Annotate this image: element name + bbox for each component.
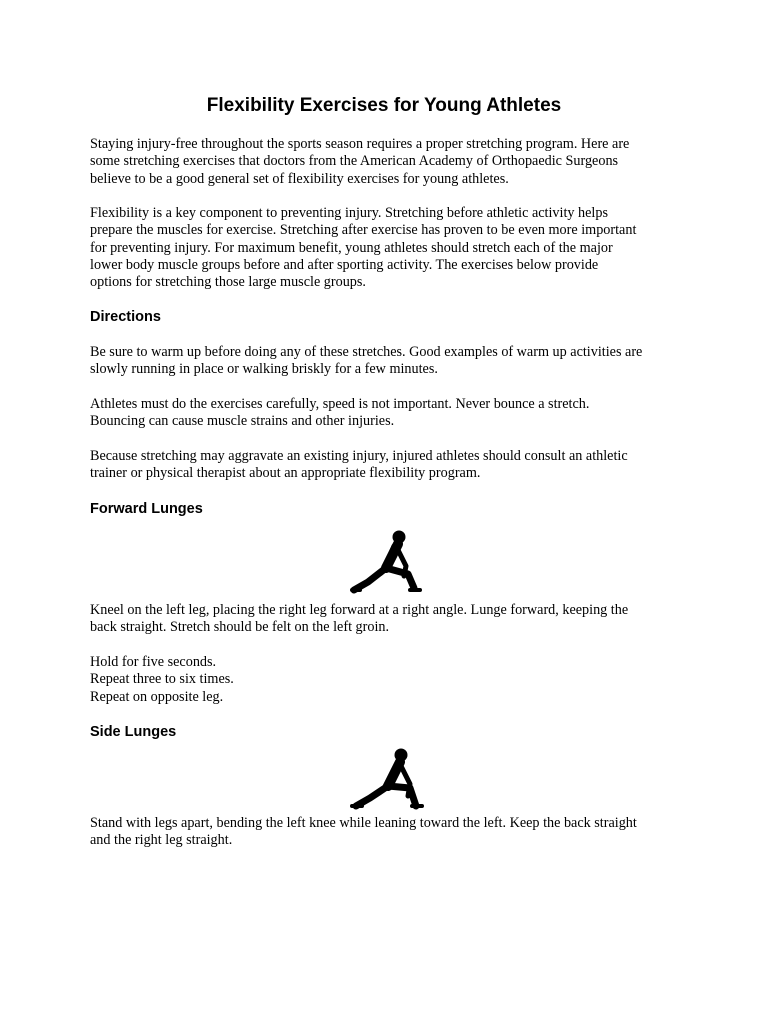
careful-line: Athletes must do the exercises carefully, speed is not important. Never bounce a stretch. — [90, 396, 590, 412]
reps-line: Repeat on opposite leg. — [90, 688, 224, 705]
intro-line: some stretching exercises that doctors from the American Academy of Orthopaedic Surgeons — [90, 153, 619, 170]
forward-lunges-heading: Forward Lunges — [90, 501, 203, 517]
forward-lunges-line: Kneel on the left leg, placing the right leg forward at a right angle. Lunge forward, keeping the — [90, 602, 629, 618]
forward-lunges-line: back straight. Stretch should be felt on the left groin. — [90, 619, 390, 636]
injury-line: Because stretching may aggravate an existing injury, injured athletes should consult an athletic — [90, 448, 628, 464]
directions-heading: Directions — [90, 309, 161, 325]
flexibility-line: prepare the muscles for exercise. Stretching after exercise has proven to be even more important — [90, 222, 637, 239]
injury-line: trainer or physical therapist about an appropriate flexibility program. — [90, 465, 481, 482]
flexibility-line: Flexibility is a key component to preventing injury. Stretching before athletic activity helps — [90, 205, 608, 221]
side-lunges-line: Stand with legs apart, bending the left knee while leaning toward the left. Keep the back straight — [90, 815, 637, 831]
reps-line: Hold for five seconds. — [90, 654, 217, 670]
side-lunges-heading: Side Lunges — [90, 724, 177, 740]
warmup-paragraph — [90, 344, 690, 379]
intro-line: believe to be a good general set of flexibility exercises for young athletes. — [90, 170, 509, 187]
flexibility-line: for preventing injury. For maximum benefit, young athletes should stretch each of the major — [90, 239, 613, 256]
side-lunge-figure-icon — [348, 746, 426, 812]
flexibility-line: lower body muscle groups before and after sporting activity. The exercises below provide — [90, 256, 599, 273]
forward-lunges-description — [90, 602, 690, 637]
careful-line: Bouncing can cause muscle strains and other injuries. — [90, 413, 395, 430]
intro-line: Staying injury-free throughout the sports season requires a proper stretching program. Here are — [90, 136, 630, 152]
warmup-line: Be sure to warm up before doing any of these stretches. Good examples of warm up activities are — [90, 344, 643, 360]
forward-lunges-reps — [90, 654, 690, 706]
warmup-line: slowly running in place or walking briskly for a few minutes. — [90, 361, 438, 378]
side-lunges-line: and the right leg straight. — [90, 832, 233, 849]
forward-lunge-figure-icon — [348, 530, 426, 596]
flexibility-line: options for stretching those large muscle groups. — [90, 274, 366, 291]
reps-line: Repeat three to six times. — [90, 671, 234, 688]
intro-paragraph — [90, 136, 690, 188]
injury-paragraph — [90, 448, 690, 483]
flexibility-paragraph — [90, 205, 690, 291]
careful-paragraph — [90, 396, 690, 431]
side-lunges-description — [90, 815, 690, 850]
page-title: Flexibility Exercises for Young Athletes — [206, 95, 562, 116]
